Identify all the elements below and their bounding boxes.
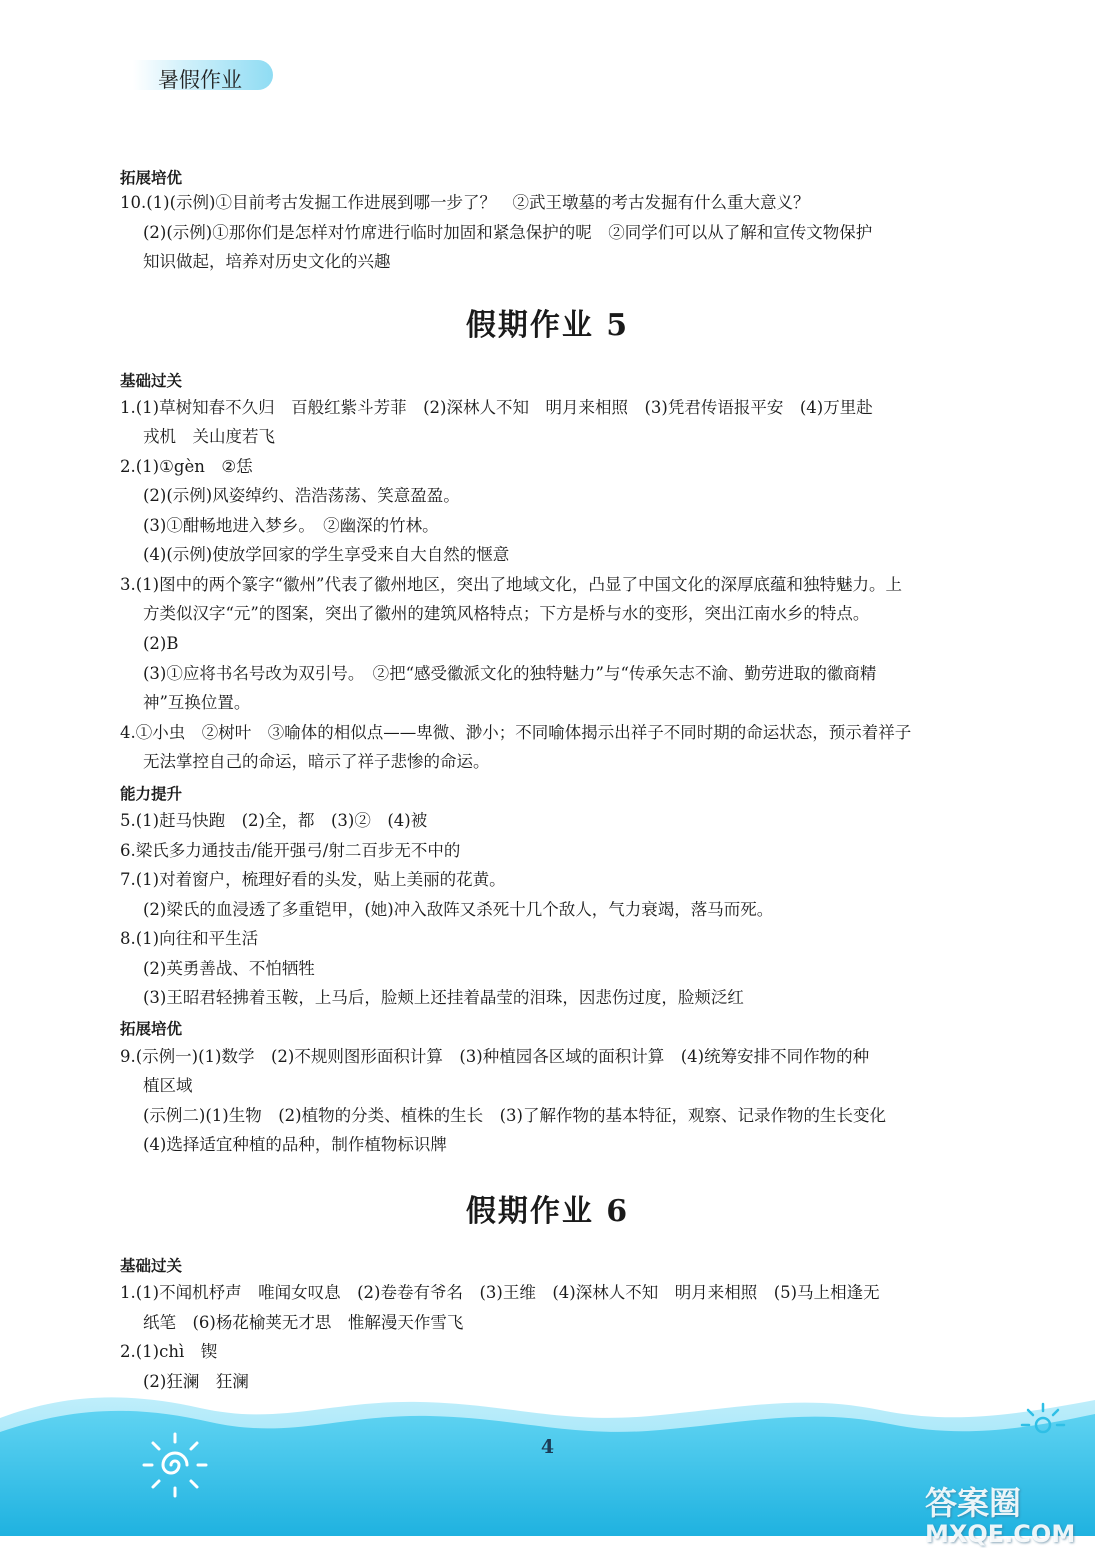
answer-line: (2)(示例)①那你们是怎样对竹席进行临时加固和紧急保护的呢 ②同学们可以从了解和宣传文物保护 xyxy=(143,223,873,242)
section-heading-extend: 拓展培优 xyxy=(120,1020,183,1038)
answer-line: 1.(1)不闻机杼声 唯闻女叹息 (2)卷卷有爷名 (3)王维 (4)深林人不知 明月来相照 (5)马上相逢无 xyxy=(120,1283,880,1302)
running-header-title: 暑假作业 xyxy=(158,68,242,92)
answer-line: 7.(1)对着窗户，梳理好看的头发，贴上美丽的花黄。 xyxy=(120,870,506,889)
answer-line: 1.(1)草树知春不久归 百般红紫斗芳菲 (2)深林人不知 明月来相照 (3)凭君传语报平安 (4)万里赴 xyxy=(120,398,873,417)
answer-line: 9.(示例一)(1)数学 (2)不规则图形面积计算 (3)种植园各区域的面积计算 (4)统筹安排不同作物的种 xyxy=(120,1047,870,1066)
watermark-text: 答案圈 xyxy=(925,1484,1022,1522)
answer-line: 4.①小虫 ②树叶 ③喻体的相似点——卑微、渺小；不同喻体揭示出祥子不同时期的命运状态，预示着祥子 xyxy=(120,723,912,742)
answer-line: (3)①酣畅地进入梦乡。 ②幽深的竹林。 xyxy=(143,516,439,535)
answer-line: 8.(1)向往和平生活 xyxy=(120,929,259,948)
answer-line: 戎机 关山度若飞 xyxy=(143,427,275,446)
answer-line: (2)狂澜 狂澜 xyxy=(143,1372,249,1391)
answer-line: (2)(示例)风姿绰约、浩浩荡荡、笑意盈盈。 xyxy=(143,486,460,505)
answer-line: (示例二)(1)生物 (2)植物的分类、植株的生长 (3)了解作物的基本特征，观察、记录作物的生长变化 xyxy=(143,1106,886,1125)
answer-line: (2)英勇善战、不怕牺牲 xyxy=(143,959,315,978)
section-heading-basic: 基础过关 xyxy=(120,1257,183,1275)
answer-line: 5.(1)赶马快跑 (2)全，都 (3)② (4)被 xyxy=(120,811,428,830)
watermark-url: MXQE.COM xyxy=(925,1520,1076,1548)
answer-line: 6.梁氏多力通技击/能开强弓/射二百步无不中的 xyxy=(120,841,461,860)
answer-line: 知识做起，培养对历史文化的兴趣 xyxy=(143,252,391,271)
watermark-logo xyxy=(925,1478,1075,1548)
answer-line: 神”互换位置。 xyxy=(143,693,251,712)
answer-line: (4)(示例)使放学回家的学生享受来自大自然的惬意 xyxy=(143,545,510,564)
section-heading-extend: 拓展培优 xyxy=(120,169,183,187)
answer-line: 无法掌控自己的命运，暗示了祥子悲惨的命运。 xyxy=(143,752,490,771)
answer-line: 植区域 xyxy=(143,1076,193,1095)
answer-line: 纸笔 (6)杨花榆荚无才思 惟解漫天作雪飞 xyxy=(143,1313,464,1332)
answer-line: (2)B xyxy=(143,634,179,653)
answer-line: 方类似汉字“元”的图案，突出了徽州的建筑风格特点；下方是桥与水的变形，突出江南水乡的特点。 xyxy=(143,604,870,623)
section-heading-basic: 基础过关 xyxy=(120,372,183,390)
answer-line: (3)王昭君轻拂着玉鞍，上马后，脸颊上还挂着晶莹的泪珠，因悲伤过度，脸颊泛红 xyxy=(143,988,744,1007)
answer-line: 10.(1)(示例)①目前考古发掘工作进展到哪一步了？ ②武王墩墓的考古发掘有什么重大意义？ xyxy=(120,193,810,212)
homework-5-title: 假期作业 5 xyxy=(465,308,630,343)
answer-line: (3)①应将书名号改为双引号。 ②把“感受徽派文化的独特魅力”与“传承矢志不渝、勤劳进取的徽商精 xyxy=(143,664,877,683)
answer-line: 2.(1)①gèn ②恁 xyxy=(120,457,253,476)
page-number: 4 xyxy=(540,1436,555,1458)
answer-line: 3.(1)图中的两个篆字“徽州”代表了徽州地区，突出了地域文化，凸显了中国文化的深厚底蕴和独特魅力。上 xyxy=(120,575,902,594)
section-heading-ability: 能力提升 xyxy=(120,785,183,803)
homework-6-title: 假期作业 6 xyxy=(465,1194,630,1229)
answer-line: (2)梁氏的血浸透了多重铠甲，(她)冲入敌阵又杀死十几个敌人，气力衰竭，落马而死。 xyxy=(143,900,774,919)
answer-line: (4)选择适宜种植的品种，制作植物标识牌 xyxy=(143,1135,447,1154)
answer-line: 2.(1)chì 锲 xyxy=(120,1342,218,1361)
